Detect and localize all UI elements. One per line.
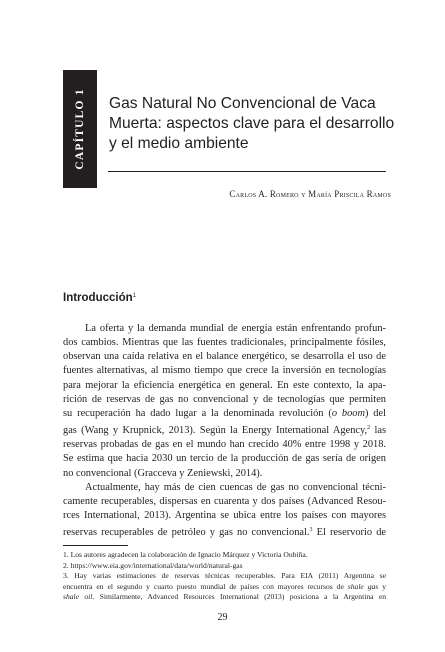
body-line: reservas probadas de gas en el mundo han crecido 40% entre 1998 y 2018. xyxy=(63,439,386,451)
body-text-italic: o boom xyxy=(331,407,365,419)
body-line: observan una caída relativa en el balance energético, se desarrolla el uso de xyxy=(63,351,386,363)
footnote-marker: 1 xyxy=(132,293,136,299)
body-text-run: reservas recuperables de petróleo y gas no convencional. xyxy=(63,527,310,539)
footnote-text-run: encuentra en el segundo y cuarto puesto mundial de países con mayores recursos de xyxy=(63,581,348,591)
body-text-run: las xyxy=(370,425,386,437)
body-text-run: El reservorio de xyxy=(312,527,386,539)
footnote-marker: 3 xyxy=(309,527,313,534)
footnotes xyxy=(63,550,386,603)
section-heading xyxy=(63,292,136,304)
body-line xyxy=(63,421,386,438)
title-divider xyxy=(108,171,386,172)
body-line: rición de reservas de gas no convencional y de tecnologías que permiten xyxy=(63,393,386,405)
footnote-marker: 2 xyxy=(367,425,371,432)
chapter-title-line: Muerta: aspectos clave para el desarrollo xyxy=(109,115,395,132)
chapter-title-line: Gas Natural No Convencional de Vaca xyxy=(109,95,376,112)
body-text xyxy=(63,322,386,540)
body-line: para mejorar la eficiencia energética en general. En este contexto, la apa- xyxy=(63,379,386,391)
chapter-label: CAPÍTULO 1 xyxy=(74,88,86,170)
body-text-run: gas (Wang y Krupnick, 2013). Según la Energy International Agency, xyxy=(63,425,368,437)
footnote-text-run: . Similarmente, Advanced Resources International (2013) posiciona a la Argentina en xyxy=(92,592,386,601)
body-line: Actualmente, hay más de cien cuencas de gas no convencional técni- xyxy=(85,481,386,493)
chapter-tab xyxy=(63,70,97,188)
body-line: no convencional (Gracceva y Zeniewski, 2014). xyxy=(63,467,263,479)
footnote-2: 2. https://www.eia.gov/international/data/world/natural-gas xyxy=(63,560,243,570)
footnote-3-line xyxy=(63,582,386,593)
page-number: 29 xyxy=(217,612,228,623)
body-line: La oferta y la demanda mundial de energía están enfrentando profun- xyxy=(85,323,386,334)
body-line: Se estima que hacia 2030 un tercio de la producción de gas sería de origen xyxy=(63,453,386,465)
footnote-text-italic: shale oil xyxy=(63,592,93,601)
body-line xyxy=(63,407,386,421)
body-line: dos cambios. Mientras que las fuentes tradicionales, principalmente fósiles, xyxy=(63,337,386,349)
body-line xyxy=(63,523,386,540)
footnote-text-italic: shale gas xyxy=(347,581,379,591)
body-line: rces International, 2013). Argentina se ubica entre los países con mayores xyxy=(63,510,386,522)
chapter-title xyxy=(109,94,409,154)
body-line: fuentes alternativas, al mismo tiempo que crece la inversión en tecnologías xyxy=(63,365,386,377)
chapter-authors: Carlos A. Romero y María Priscila Ramos xyxy=(229,189,391,199)
body-text-run: su recuperación ha dado lugar a la denominada revolución ( xyxy=(63,407,332,419)
section-heading-text: Introducción xyxy=(63,292,133,304)
body-text-run: ) del xyxy=(364,407,386,419)
footnote-3-line: 3. Hay varias estimaciones de reservas técnicas recuperables. Para EIA (2011) Argentina se xyxy=(63,571,386,580)
body-line: camente recuperables, dispersas en cuarenta y dos países (Advanced Resou- xyxy=(63,495,386,507)
footnote-divider xyxy=(63,545,128,546)
footnote-1: 1. Los autores agradecen la colaboración de Ignacio Márquez y Victoria Oubiña. xyxy=(63,550,308,559)
footnote-text-run: y xyxy=(378,581,387,591)
chapter-title-line: y el medio ambiente xyxy=(109,135,249,152)
footnote-3-line xyxy=(63,592,386,603)
